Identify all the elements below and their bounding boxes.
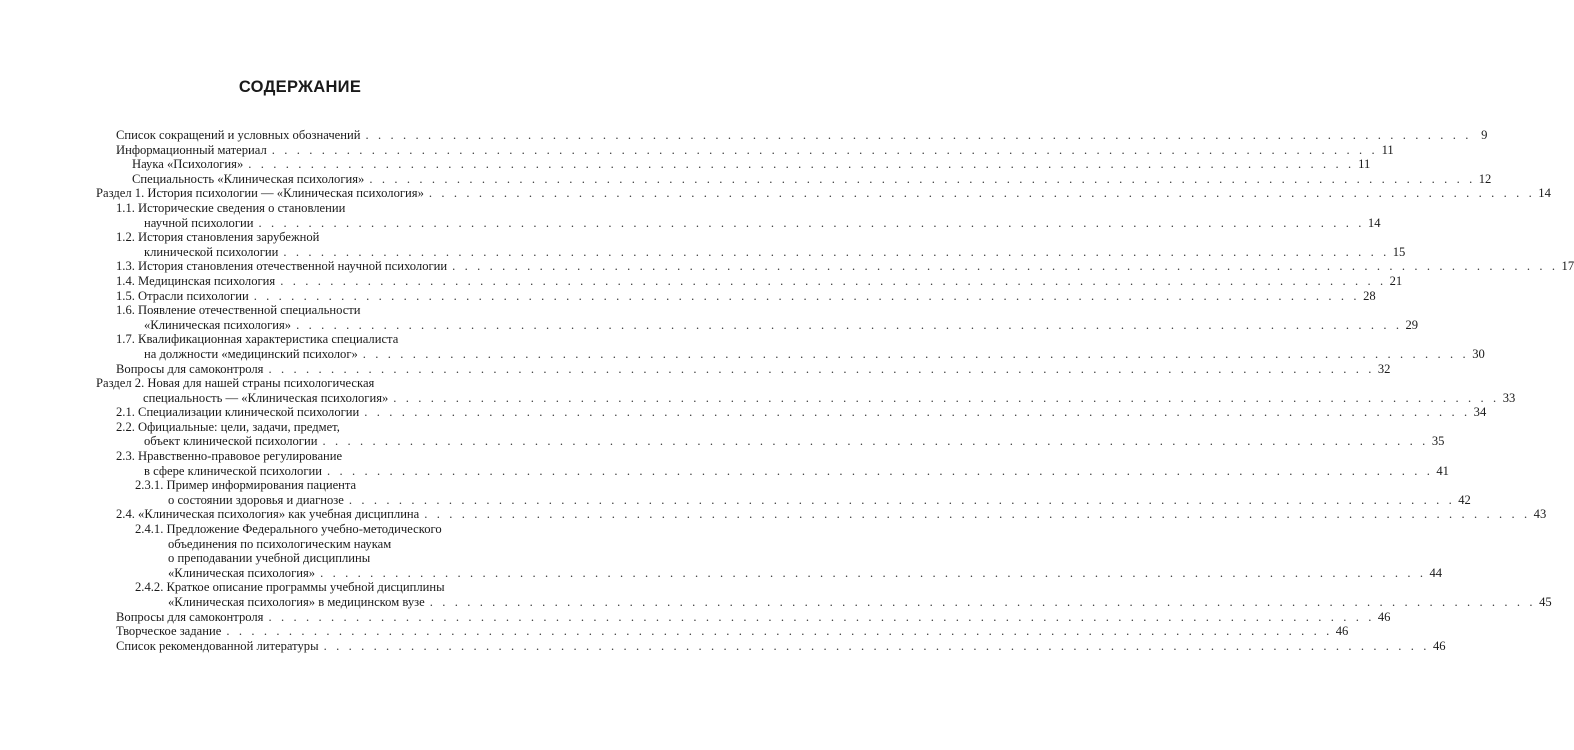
toc-entry-text: специальность — «Клиническая психология» <box>143 390 389 405</box>
toc-entry-questions-1 <box>116 361 1391 377</box>
toc-entry-page: 41 <box>1436 463 1449 478</box>
toc-line <box>116 215 1381 231</box>
dot-leader: . . . . . . . . . . . . . . . . . . . . . . . . . . . . . . . . . . . . . . . . . . . . . . . . . . . . . . . . . . . . . . . . . . . . . . . . . . . . . . . . . . . . . . . . . <box>253 288 1360 303</box>
dot-leader: . . . . . . . . . . . . . . . . . . . . . . . . . . . . . . . . . . . . . . . . . . . . . . . . . . . . . . . . . . . . . . . . . . . . . . . . . . . . . . . . . . . . . . . . . <box>369 171 1476 186</box>
toc-entry-section-2 <box>96 376 1516 405</box>
toc-entry-1-1 <box>116 200 1381 230</box>
toc-line <box>116 449 505 464</box>
toc-line <box>116 317 1419 333</box>
toc-entry-text: 1.6. Появление отечественной специальности <box>116 303 361 318</box>
toc-line <box>116 638 1446 654</box>
toc-line <box>116 420 505 435</box>
dot-leader: . . . . . . . . . . . . . . . . . . . . . . . . . . . . . . . . . . . . . . . . . . . . . . . . . . . . . . . . . . . . . . . . . . . . . . . . . . . . . . . . . . . . . . . . . <box>364 405 1471 420</box>
toc-entry-text: Информационный материал <box>116 142 267 157</box>
toc-entry-text: Список рекомендованной литературы <box>116 638 319 653</box>
toc-entry-1-3 <box>116 259 1574 274</box>
page-title: СОДЕРЖАНИЕ <box>238 78 362 96</box>
toc-entry-questions-2 <box>116 609 1391 625</box>
toc-entry-1-7 <box>116 332 1485 361</box>
toc-entry-text: «Клиническая психология» <box>144 317 292 332</box>
toc-entry-text: Вопросы для самоконтроля <box>116 361 264 376</box>
toc-line <box>135 492 1471 508</box>
toc-entry-2-4-1 <box>135 522 1443 580</box>
dot-leader: . . . . . . . . . . . . . . . . . . . . . . . . . . . . . . . . . . . . . . . . . . . . . . . . . . . . . . . . . . . . . . . . . . . . . . . . . . . . . . . . . . . . . . . . . <box>452 259 1559 274</box>
toc-entry-text: 1.3. История становления отечественной научной психологии <box>116 259 448 274</box>
toc-entry-page: 32 <box>1377 361 1391 376</box>
toc-entry-page: 9 <box>1481 128 1488 142</box>
toc-entry-text: Творческое задание <box>116 624 222 639</box>
dot-leader: . . . . . . . . . . . . . . . . . . . . . . . . . . . . . . . . . . . . . . . . . . . . . . . . . . . . . . . . . . . . . . . . . . . . . . . . . . . . . . . . . . . . . . . . . <box>226 624 1333 639</box>
toc-entry-references <box>116 638 1446 654</box>
toc-entry-page: 11 <box>1381 142 1394 157</box>
toc-line <box>116 507 1547 522</box>
dot-leader: . . . . . . . . . . . . . . . . . . . . . . . . . . . . . . . . . . . . . . . . . . . . . . . . . . . . . . . . . . . . . . . . . . . . . . . . . . . . . . . . . . . . . . . . . <box>248 157 1355 172</box>
toc-entry-section-1 <box>96 186 1551 201</box>
toc-entry-text: Вопросы для самоконтроля <box>116 609 264 624</box>
dot-leader: . . . . . . . . . . . . . . . . . . . . . . . . . . . . . . . . . . . . . . . . . . . . . . . . . . . . . . . . . . . . . . . . . . . . . . . . . . . . . . . . . . . . . . . . . <box>348 492 1455 507</box>
toc-line <box>96 376 505 391</box>
toc-entry-page: 46 <box>1377 609 1391 624</box>
dot-leader: . . . . . . . . . . . . . . . . . . . . . . . . . . . . . . . . . . . . . . . . . . . . . . . . . . . . . . . . . . . . . . . . . . . . . . . . . . . . . . . . . . . . . . . . . <box>320 565 1427 580</box>
toc-line <box>132 171 1492 187</box>
toc-entry-page: 33 <box>1502 390 1516 405</box>
toc-entry-2-4 <box>116 507 1547 522</box>
toc-entry-text: «Клиническая психология» <box>168 565 316 580</box>
toc-entry-text: 2.3.1. Пример информирования пациента <box>135 478 357 493</box>
toc-line <box>116 273 1403 289</box>
toc-line <box>116 609 1391 625</box>
toc-entry-info-material <box>116 142 1394 158</box>
dot-leader: . . . . . . . . . . . . . . . . . . . . . . . . . . . . . . . . . . . . . . . . . . . . . . . . . . . . . . . . . . . . . . . . . . . . . . . . . . . . . . . . . . . . . . . . . <box>258 215 1365 230</box>
toc-entry-text: 2.2. Официальные: цели, задачи, предмет, <box>116 419 340 434</box>
toc-entry-2-3 <box>116 449 1449 478</box>
toc-line <box>116 201 505 216</box>
dot-leader: . . . . . . . . . . . . . . . . . . . . . . . . . . . . . . . . . . . . . . . . . . . . . . . . . . . . . . . . . . . . . . . . . . . . . . . . . . . . . . . . . . . . . . . . . <box>429 595 1536 609</box>
dot-leader: . . . . . . . . . . . . . . . . . . . . . . . . . . . . . . . . . . . . . . . . . . . . . . . . . . . . . . . . . . . . . . . . . . . . . . . . . . . . . . . . . . . . . . . . . <box>322 434 1429 449</box>
toc-line <box>116 624 1349 639</box>
toc-line <box>116 361 1391 377</box>
toc-entry-page: 43 <box>1533 507 1547 522</box>
toc-entry-page: 21 <box>1389 273 1403 288</box>
toc-entry-text: 2.3. Нравственно-правовое регулирование <box>116 449 343 464</box>
toc-entry-2-2 <box>116 419 1445 449</box>
toc-line <box>135 565 1443 581</box>
toc-line <box>116 332 505 347</box>
toc-entry-science-psychology <box>132 157 1371 172</box>
toc-entry-text: о состоянии здоровья и диагнозе <box>168 492 344 507</box>
toc-line <box>116 405 1487 420</box>
dot-leader: . . . . . . . . . . . . . . . . . . . . . . . . . . . . . . . . . . . . . . . . . . . . . . . . . . . . . . . . . . . . . . . . . . . . . . . . . . . . . . . . . . . . . . . . . <box>280 273 1387 288</box>
toc-entry-page: 46 <box>1335 624 1349 639</box>
dot-leader: . . . . . . . . . . . . . . . . . . . . . . . . . . . . . . . . . . . . . . . . . . . . . . . . . . . . . . . . . . . . . . . . . . . . . . . . . . . . . . . . . . . . . . . . . <box>365 128 1472 142</box>
toc-line <box>96 390 1516 406</box>
toc-line <box>116 346 1485 362</box>
toc-entry-text: 1.7. Квалификационная характеристика специалиста <box>116 332 399 347</box>
toc-entry-page: 14 <box>1367 215 1381 230</box>
toc-entry-page: 28 <box>1363 288 1376 303</box>
toc-entry-text: на должности «медицинский психолог» <box>144 346 358 361</box>
toc-entry-1-2 <box>116 230 1406 259</box>
dot-leader: . . . . . . . . . . . . . . . . . . . . . . . . . . . . . . . . . . . . . . . . . . . . . . . . . . . . . . . . . . . . . . . . . . . . . . . . . . . . . . . . . . . . . . . . . <box>428 186 1535 201</box>
toc-entry-page: 14 <box>1538 186 1551 201</box>
toc-entry-text: научной психологии <box>144 215 254 230</box>
toc-entry-text: Раздел 1. История психологии — «Клиническая психология» <box>96 186 424 201</box>
toc-line <box>135 595 1552 610</box>
toc-entry-text: Наука «Психология» <box>132 157 244 172</box>
toc-entry-page: 35 <box>1431 434 1445 449</box>
toc-entry-text: объект клинической психологии <box>144 434 318 449</box>
toc-entry-text: «Клиническая психология» в медицинском вузе <box>168 595 425 609</box>
toc-line <box>132 157 1371 172</box>
toc-entry-1-6 <box>116 303 1419 332</box>
toc-entry-page: 29 <box>1405 317 1419 332</box>
toc-entry-abbreviations <box>116 128 1488 143</box>
toc-entry-text: Раздел 2. Новая для нашей страны психологическая <box>96 376 375 391</box>
toc-entry-text: клинической психологии <box>144 244 279 259</box>
toc-entry-page: 30 <box>1472 346 1485 361</box>
toc-entry-text: 1.1. Исторические сведения о становлении <box>116 200 346 215</box>
dot-leader: . . . . . . . . . . . . . . . . . . . . . . . . . . . . . . . . . . . . . . . . . . . . . . . . . . . . . . . . . . . . . . . . . . . . . . . . . . . . . . . . . . . . . . . . . <box>362 346 1469 361</box>
dot-leader: . . . . . . . . . . . . . . . . . . . . . . . . . . . . . . . . . . . . . . . . . . . . . . . . . . . . . . . . . . . . . . . . . . . . . . . . . . . . . . . . . . . . . . . . . <box>424 507 1531 522</box>
toc-entry-page: 15 <box>1392 244 1406 259</box>
toc-entry-page: 42 <box>1458 492 1471 507</box>
toc-entry-text: Специальность «Клиническая психология» <box>132 171 365 186</box>
toc-entry-2-1 <box>116 405 1487 420</box>
toc-entry-page: 12 <box>1478 171 1492 186</box>
toc-entry-page: 45 <box>1539 595 1552 609</box>
toc-entry-1-5 <box>116 288 1376 304</box>
dot-leader: . . . . . . . . . . . . . . . . . . . . . . . . . . . . . . . . . . . . . . . . . . . . . . . . . . . . . . . . . . . . . . . . . . . . . . . . . . . . . . . . . . . . . . . . . <box>296 317 1403 332</box>
toc-line <box>116 142 1394 158</box>
toc-entry-text: в сфере клинической психологии <box>144 463 322 478</box>
toc-line <box>116 288 1376 304</box>
toc-line <box>116 259 1574 274</box>
dot-leader: . . . . . . . . . . . . . . . . . . . . . . . . . . . . . . . . . . . . . . . . . . . . . . . . . . . . . . . . . . . . . . . . . . . . . . . . . . . . . . . . . . . . . . . . . <box>268 609 1375 624</box>
toc-entry-creative-task <box>116 624 1349 639</box>
toc-entry-text: 1.5. Отрасли психологии <box>116 288 249 303</box>
dot-leader: . . . . . . . . . . . . . . . . . . . . . . . . . . . . . . . . . . . . . . . . . . . . . . . . . . . . . . . . . . . . . . . . . . . . . . . . . . . . . . . . . . . . . . . . . <box>326 463 1433 478</box>
toc-entry-text: Список сокращений и условных обозначений <box>116 128 361 142</box>
toc-entry-page: 46 <box>1432 638 1446 653</box>
toc-line <box>135 580 505 595</box>
toc-line <box>116 230 505 245</box>
toc-entry-text: 2.4.1. Предложение Федерального учебно-методического <box>135 522 442 537</box>
toc-line <box>96 186 1551 201</box>
toc-entry-text: 1.2. История становления зарубежной <box>116 230 320 245</box>
toc-entry-page: 34 <box>1473 405 1487 420</box>
toc-entry-specialty <box>132 171 1492 187</box>
toc-line <box>135 522 505 537</box>
toc-entry-text: 2.4.2. Краткое описание программы учебной дисциплины <box>135 580 445 595</box>
toc-entry-text: объединения по психологическим наукам <box>168 536 392 551</box>
toc-entry-1-4 <box>116 273 1403 289</box>
toc-line <box>135 478 505 493</box>
toc-line <box>135 537 505 552</box>
toc-entry-page: 44 <box>1429 565 1443 580</box>
toc-entry-2-3-1 <box>135 478 1471 507</box>
toc-line <box>116 463 1449 479</box>
dot-leader: . . . . . . . . . . . . . . . . . . . . . . . . . . . . . . . . . . . . . . . . . . . . . . . . . . . . . . . . . . . . . . . . . . . . . . . . . . . . . . . . . . . . . . . . . <box>283 244 1390 259</box>
toc-line <box>135 551 505 566</box>
dot-leader: . . . . . . . . . . . . . . . . . . . . . . . . . . . . . . . . . . . . . . . . . . . . . . . . . . . . . . . . . . . . . . . . . . . . . . . . . . . . . . . . . . . . . . . . . <box>271 142 1378 157</box>
toc-entry-page: 11 <box>1358 157 1371 172</box>
toc-entry-text: 2.4. «Клиническая психология» как учебная дисциплина <box>116 507 420 522</box>
table-of-contents <box>0 128 1574 653</box>
toc-entry-text: 2.1. Специализации клинической психологии <box>116 405 360 420</box>
dot-leader: . . . . . . . . . . . . . . . . . . . . . . . . . . . . . . . . . . . . . . . . . . . . . . . . . . . . . . . . . . . . . . . . . . . . . . . . . . . . . . . . . . . . . . . . . <box>323 638 1430 653</box>
toc-line <box>116 434 1445 449</box>
toc-line <box>116 244 1406 260</box>
dot-leader: . . . . . . . . . . . . . . . . . . . . . . . . . . . . . . . . . . . . . . . . . . . . . . . . . . . . . . . . . . . . . . . . . . . . . . . . . . . . . . . . . . . . . . . . . <box>268 361 1375 376</box>
toc-entry-text: о преподавании учебной дисциплины <box>168 551 371 566</box>
toc-line <box>116 128 1488 143</box>
toc-line <box>116 303 505 318</box>
toc-entry-text: 1.4. Медицинская психология <box>116 273 276 288</box>
toc-entry-2-4-2 <box>135 580 1552 609</box>
toc-entry-page: 17 <box>1561 259 1574 274</box>
dot-leader: . . . . . . . . . . . . . . . . . . . . . . . . . . . . . . . . . . . . . . . . . . . . . . . . . . . . . . . . . . . . . . . . . . . . . . . . . . . . . . . . . . . . . . . . . <box>393 390 1500 405</box>
